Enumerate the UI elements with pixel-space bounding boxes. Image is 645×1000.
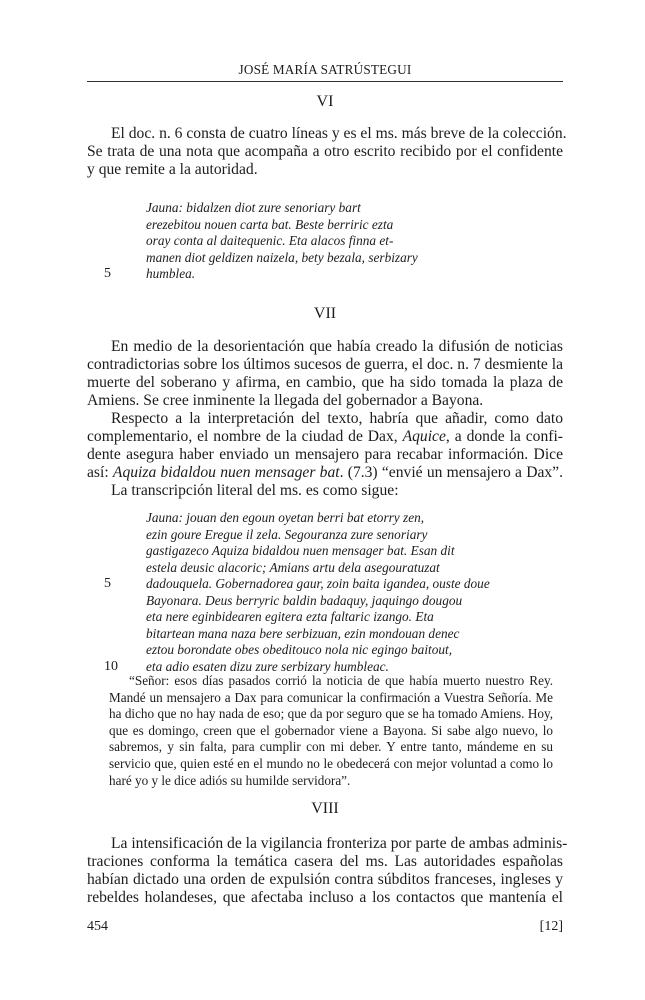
verse-text: eta adio esaten dizu zure serbizary humbleac.: [146, 658, 389, 674]
verse-text: estela deusic alacoric; Amians artu dela asegouratuzat: [146, 559, 440, 575]
running-head: JOSÉ MARÍA SATRÚSTEGUI: [238, 62, 412, 77]
text: . (7.3) “envié un mensajero a Dax”.: [339, 464, 563, 481]
paragraph-line: La intensificación de la vigilancia fronteriza por parte de ambas adminis-: [111, 835, 568, 852]
verse-line: [146, 527, 490, 544]
translation-line: servicio que, quien esté en el mundo no le obedecerá con mejor voluntad a como lo: [109, 755, 553, 771]
verse-line: [104, 266, 418, 283]
italic-term: Aquice: [402, 428, 446, 445]
translation-line: ha dicho que no hay nada de eso; que da por seguro que se ha tomado Amiens. Hoy,: [109, 706, 553, 722]
paragraph-line: La transcripción literal del ms. es como sigue:: [111, 482, 399, 499]
verse-line: [146, 543, 490, 560]
verse-line: [146, 233, 418, 250]
paragraph-line: [87, 428, 563, 446]
paragraph-line: dente asegura haber enviado un mensajero para recabar información. Dice: [87, 446, 563, 463]
verse-text: Jauna: bidalzen diot zure senoriary bart: [146, 200, 361, 215]
verse-text: oray conta al daitequenic. Eta alacos finna et-: [146, 233, 394, 248]
verse-line: [146, 609, 490, 626]
section-vi-verse: [104, 200, 418, 283]
paragraph-line: [87, 464, 563, 482]
translation-line: “Señor: esos días pasados corrió la noticia de que había muerto nuestro Rey.: [129, 673, 553, 688]
translation-line: Mandé un mensajero a Dax para comunicar la confirmación a Vuestra Señoría. Me: [109, 689, 553, 705]
verse-line: [146, 217, 418, 234]
line-number: 10: [104, 658, 118, 674]
paragraph-line: Respecto a la interpretación del texto, habría que añadir, como dato: [111, 410, 563, 427]
verse-line: [146, 593, 490, 610]
paragraph-line: Amiens. Se cree inminente la llegada del gobernador a Bayona.: [87, 392, 484, 409]
paragraph-line: En medio de la desorientación que había creado la difusión de noticias: [111, 338, 563, 355]
text: , a donde la confi-: [445, 428, 563, 445]
verse-text: ezin goure Eregue il zela. Segouranza zure senoriary: [146, 526, 428, 542]
paragraph-line: y que remite a la autoridad.: [87, 161, 258, 178]
verse-line: [146, 250, 418, 267]
paragraph-line: traciones conforma la temática casera del ms. Las autoridades españolas: [87, 853, 563, 870]
verse-text: gastigazeco Aquiza bidaldou nuen mensager bat. Esan dit: [146, 543, 455, 558]
verse-text: dadouquela. Gobernadorea gaur, zoin baita igandea, ouste doue: [146, 576, 490, 591]
line-number: 5: [104, 576, 111, 591]
verse-text: manen diot geldizen naizela, bety bezala, serbizary: [146, 249, 418, 265]
verse-line: [146, 626, 490, 643]
verse-line: [146, 200, 418, 217]
section-heading-vi: VI: [316, 93, 334, 110]
section-vii-paragraph-2: [87, 410, 563, 482]
header-rule: [87, 81, 563, 82]
verse-line: [146, 510, 490, 527]
verse-line: [104, 576, 490, 593]
paragraph-line: muerte del soberano y afirma, en cambio, que ha sido tomada la plaza de: [87, 374, 563, 391]
text: así:: [87, 464, 113, 481]
translation-line: que es domingo, creen que el gobernador viene a Bayona. Si sabe algo nuevo, lo: [109, 722, 553, 738]
verse-text: eta nere eginbidearen egitera ezta faltaric izango. Eta: [146, 609, 434, 624]
paragraph-line: habían dictado una orden de expulsión contra súbditos franceses, ingleses y: [87, 871, 563, 888]
section-vii-verse: [104, 510, 490, 675]
page-number: 454: [87, 919, 108, 934]
paragraph-line: contradictorias sobre los últimos sucesos de guerra, el doc. n. 7 desmiente la: [87, 356, 563, 373]
section-vi-paragraph: [87, 125, 567, 179]
verse-text: Bayonara. Deus berryric baldin badaquy, jaquingo dougou: [146, 592, 463, 608]
line-number: 5: [104, 266, 111, 281]
text: complementario, el nombre de la ciudad de Dax,: [87, 428, 403, 445]
translation-line: sabremos, y sin falta, para cumplir con mi deber. Y entre tanto, mándeme en su: [109, 739, 553, 755]
section-vii-paragraph-1: [87, 338, 563, 410]
paragraph-line: El doc. n. 6 consta de cuatro líneas y es el ms. más breve de la colección.: [111, 125, 567, 142]
verse-line: [146, 560, 490, 577]
verse-text: bitartean mana naza bere serbizuan, ezin mondouan denec: [146, 625, 460, 641]
section-heading-viii: VIII: [311, 800, 339, 817]
verse-text: Jauna: jouan den egoun oyetan berri bat etorry zen,: [146, 510, 425, 525]
translation-line: haré yo y le dice adiós su humilde servidora”.: [109, 772, 351, 788]
paragraph-line: Se trata de una nota que acompaña a otro escrito recibido por el confidente: [87, 143, 563, 160]
verse-line: [146, 642, 490, 659]
bracket-page-number: [12]: [539, 919, 563, 934]
paragraph-line: rebeldes holandeses, que afectaba incluso a los contactos que mantenía el: [87, 889, 563, 906]
translation-block: [109, 673, 553, 789]
section-heading-vii: VII: [313, 305, 337, 322]
verse-text: eztou borondate obes obeditouco nola nic egingo baitout,: [146, 642, 453, 657]
italic-quote: Aquiza bidaldou nuen mensager bat: [112, 464, 340, 481]
verse-text: humblea.: [146, 266, 196, 281]
section-vii-paragraph-3: [87, 482, 563, 500]
section-viii-paragraph: [87, 835, 568, 907]
verse-text: erezebitou nouen carta bat. Beste berriric ezta: [146, 216, 394, 232]
